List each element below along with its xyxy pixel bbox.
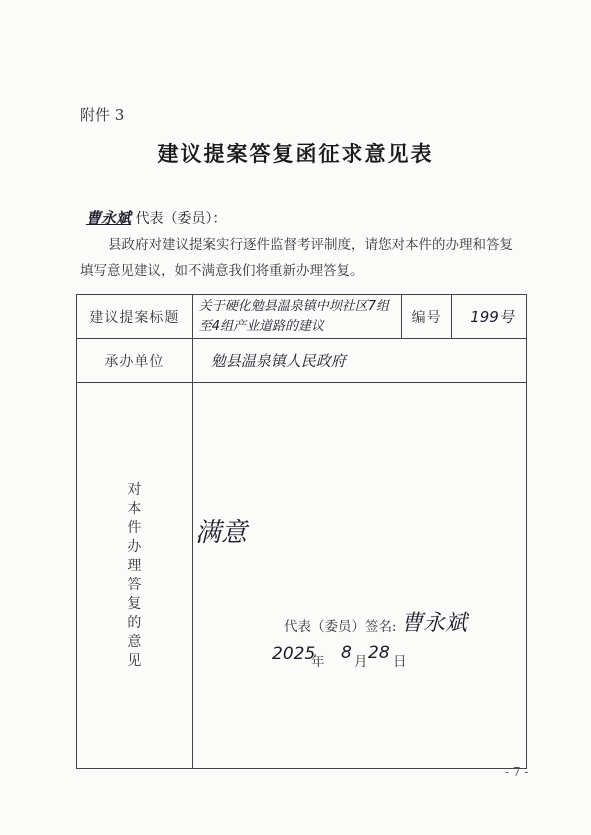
opinion-label-char: 复 <box>127 595 142 612</box>
page-number: - 7 - <box>505 765 529 779</box>
date-month-unit: 月 <box>354 654 368 670</box>
opinion-label-char: 本 <box>127 500 142 517</box>
title-label: 建议提案标题 <box>77 295 193 339</box>
handler-label: 承办单位 <box>77 339 193 383</box>
signature-handwritten: 曹永斌 <box>401 611 468 636</box>
number-value-handwritten: 199号 <box>452 295 527 339</box>
opinion-label-char: 理 <box>127 557 142 574</box>
form-row-handler <box>77 339 527 383</box>
form-row-opinion <box>77 383 527 769</box>
date-year-unit: 年 <box>311 654 325 670</box>
opinion-label-char: 见 <box>127 652 142 669</box>
signature-label: 代表（委员）签名: <box>284 619 397 635</box>
opinion-label-char: 的 <box>127 614 142 631</box>
opinion-value-handwritten: 满意 <box>195 518 248 548</box>
handler-value-handwritten: 勉县温泉镇人民政府 <box>192 339 526 383</box>
opinion-cell <box>192 383 526 769</box>
intro-paragraph: 县政府对建议提案实行逐件监督考评制度，请您对本件的办理和答复填写意见建议，如不满意我们将重新办理答复。 <box>80 237 513 279</box>
opinion-label-char: 答 <box>127 576 142 593</box>
addressee-name-handwritten: 曹永斌 <box>86 209 132 227</box>
date-day-unit: 日 <box>393 654 407 670</box>
number-label: 编号 <box>402 295 452 339</box>
date-year-handwritten: 2025 <box>272 644 316 664</box>
date-day-handwritten: 28 <box>368 643 390 663</box>
date-month-handwritten: 8 <box>341 643 352 663</box>
form-row-title <box>77 295 527 339</box>
title-value-handwritten: 关于硬化勉县温泉镇中坝社区7组至4组产业道路的建议 <box>192 295 401 339</box>
opinion-form-table <box>76 294 527 769</box>
opinion-label-char: 对 <box>127 481 142 498</box>
attachment-label: 附件 3 <box>80 106 125 124</box>
opinion-label-char: 意 <box>127 633 142 650</box>
opinion-label-char: 件 <box>127 519 142 536</box>
page-title: 建议提案答复函征求意见表 <box>157 141 434 166</box>
addressee-line <box>86 207 226 228</box>
opinion-label-char: 办 <box>127 538 142 555</box>
opinion-label-vertical <box>77 383 193 769</box>
addressee-suffix: 代表（委员）： <box>135 211 227 227</box>
